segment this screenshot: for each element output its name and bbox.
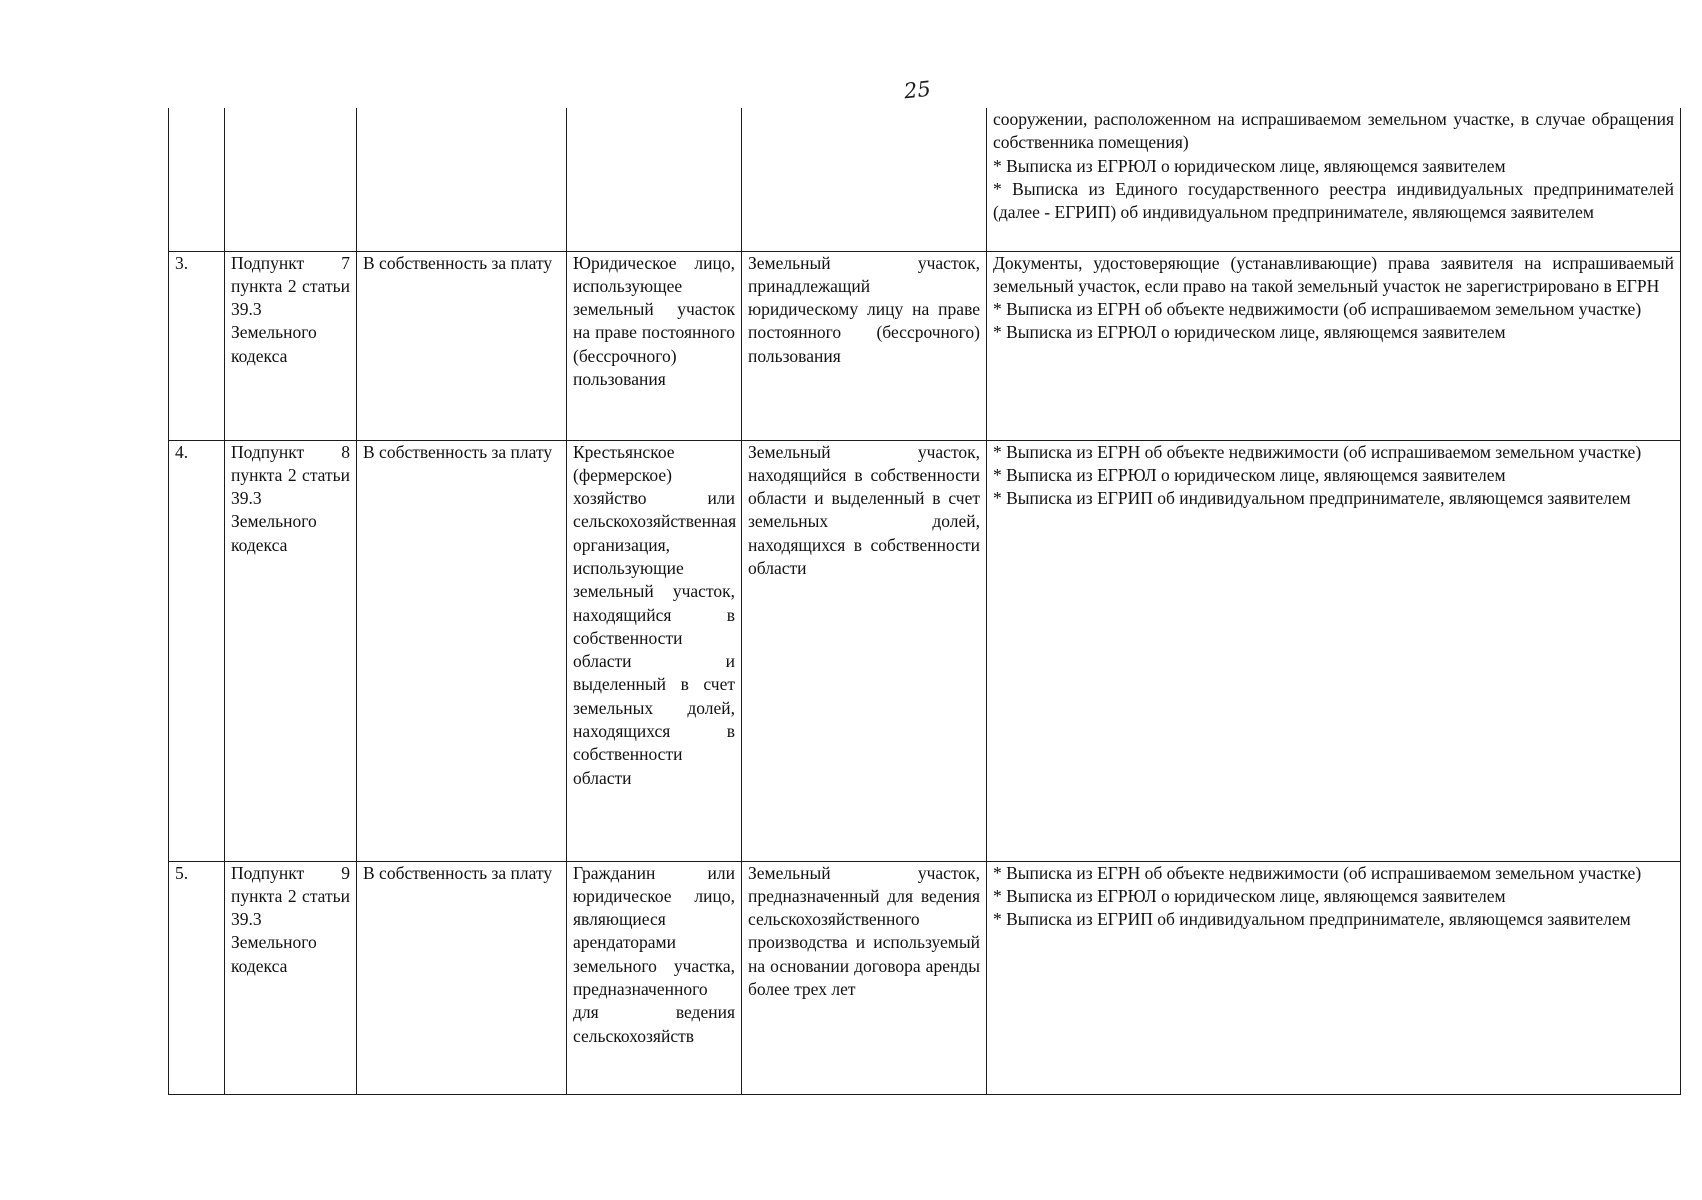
row-number-cell: 3.	[169, 251, 225, 440]
row-number-cell: 5.	[169, 861, 225, 1094]
document-item: сооружении, расположенном на испрашиваемом земельном участке, в случае обращения собственника помещения)	[993, 109, 1674, 153]
applicant-cell: Крестьянское (фермерское) хозяйство или сельскохозяйственная организация, использующие земельный участок, находящийся в собственности области и выделенный в счет земельных долей, находящихся в собственности области	[567, 440, 742, 861]
table-row	[169, 861, 1681, 1094]
documents-cell	[987, 440, 1681, 861]
document-item: * Выписка из Единого государственного реестра индивидуальных предпринимателей (далее - ЕГРИП) об индивидуальном предпринимателе, являющемся заявителем	[993, 178, 1674, 223]
document-item: * Выписка из ЕГРИП об индивидуальном предпринимателе, являющемся заявителем	[993, 488, 1631, 509]
land-plot-cell: Земельный участок, находящийся в собственности области и выделенный в счет земельных долей, находящихся в собственности области	[742, 440, 987, 861]
ownership-type-cell: В собственность за плату	[357, 440, 567, 861]
document-item: * Выписка из ЕГРЮЛ о юридическом лице, являющемся заявителем	[993, 155, 1506, 176]
legal-basis-cell: Подпункт 8 пункта 2 статьи 39.3 Земельного кодекса	[225, 440, 357, 861]
table-row	[169, 440, 1681, 861]
ownership-type-cell	[357, 108, 567, 251]
applicant-cell: Юридическое лицо, использующее земельный участок на праве постоянного (бессрочного) пользования	[567, 251, 742, 440]
table-row	[169, 251, 1681, 440]
document-item: Документы, удостоверяющие (устанавливающие) права заявителя на испрашиваемый земельный участок, если право на такой земельный участок не зарегистрировано в ЕГРН	[993, 252, 1674, 296]
ownership-type-cell: В собственность за плату	[357, 861, 567, 1094]
document-item: * Выписка из ЕГРИП об индивидуальном предпринимателе, являющемся заявителем	[993, 909, 1631, 930]
document-item: * Выписка из ЕГРЮЛ о юридическом лице, являющемся заявителем	[993, 322, 1506, 343]
legal-basis-cell	[225, 108, 357, 251]
land-plot-cell: Земельный участок, предназначенный для ведения сельскохозяйственного производства и используемый на основании договора аренды более трех лет	[742, 861, 987, 1094]
document-item: * Выписка из ЕГРН об объекте недвижимости (об испрашиваемом земельном участке)	[993, 441, 1642, 462]
land-plot-cell: Земельный участок, принадлежащий юридическому лицу на праве постоянного (бессрочного) пользования	[742, 251, 987, 440]
page-number: 25	[902, 76, 932, 104]
row-number-cell: 4.	[169, 440, 225, 861]
document-item: * Выписка из ЕГРЮЛ о юридическом лице, являющемся заявителем	[993, 885, 1506, 906]
legal-basis-cell: Подпункт 7 пункта 2 статьи 39.3 Земельного кодекса	[225, 251, 357, 440]
services-table	[168, 108, 1681, 1095]
land-plot-cell	[742, 108, 987, 251]
document-item: * Выписка из ЕГРН об объекте недвижимости (об испрашиваемом земельном участке)	[993, 299, 1642, 320]
documents-cell	[987, 251, 1681, 440]
table-row	[169, 108, 1681, 251]
documents-cell	[987, 108, 1681, 251]
document-item: * Выписка из ЕГРЮЛ о юридическом лице, являющемся заявителем	[993, 464, 1506, 485]
documents-cell	[987, 861, 1681, 1094]
applicant-cell: Гражданин или юридическое лицо, являющиеся арендаторами земельного участка, предназначенного для ведения сельскохозяйств	[567, 861, 742, 1094]
row-number-cell	[169, 108, 225, 251]
applicant-cell	[567, 108, 742, 251]
document-item: * Выписка из ЕГРН об объекте недвижимости (об испрашиваемом земельном участке)	[993, 862, 1642, 883]
ownership-type-cell: В собственность за плату	[357, 251, 567, 440]
legal-basis-cell: Подпункт 9 пункта 2 статьи 39.3 Земельного кодекса	[225, 861, 357, 1094]
